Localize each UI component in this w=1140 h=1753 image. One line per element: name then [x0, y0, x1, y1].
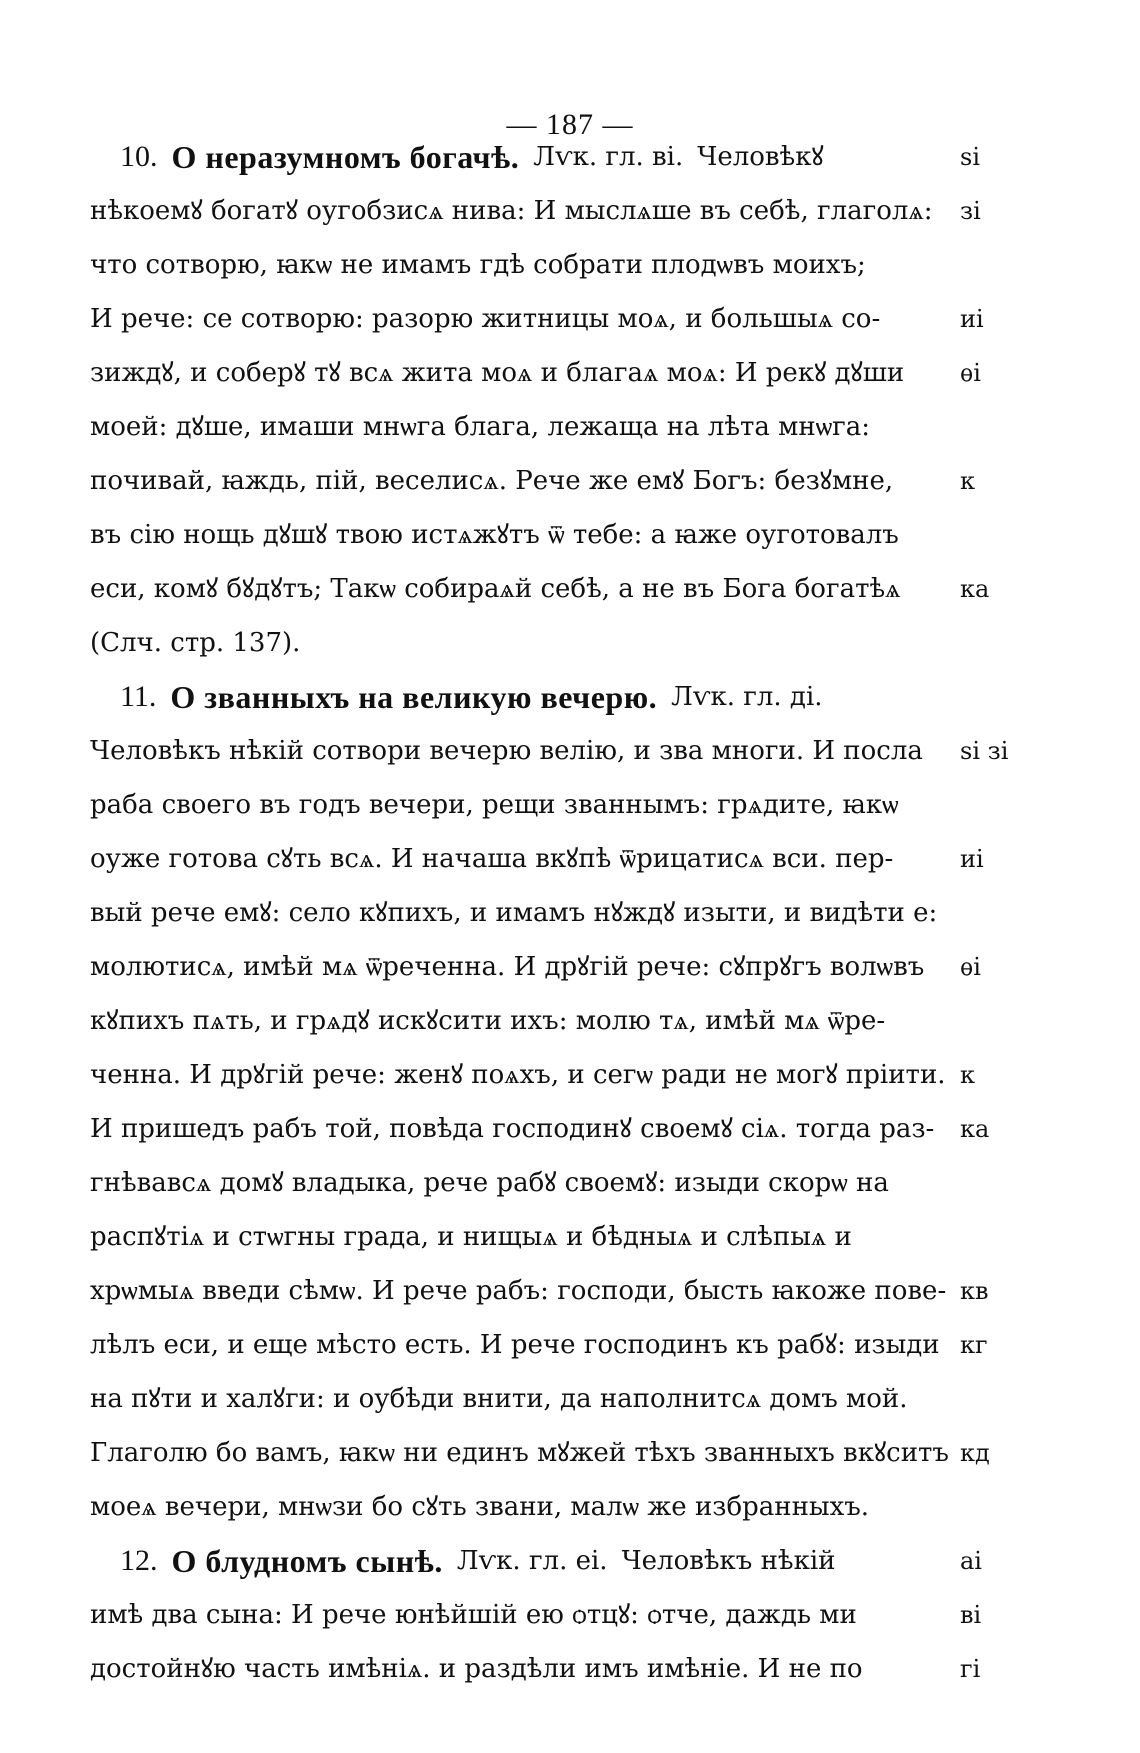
paragraph-12-number: 12. — [120, 1544, 158, 1577]
paragraph-11-line-4: вый рече емꙋ: село кꙋпихъ, и имамъ нꙋждꙋ изыти, и видѣти е: — [90, 898, 938, 928]
paragraph-11-line-1: Человѣкъ нѣкій сотвори вечерю велію, и зва многи. И посла — [90, 736, 923, 766]
paragraph-11-line-8: И пришедъ рабъ той, повѣда господинꙋ своемꙋ сіѧ. тогда раз- — [90, 1114, 935, 1144]
margin-verse-numeral: ві — [960, 1601, 982, 1629]
margin-verse-numeral: кд — [960, 1439, 990, 1467]
paragraph-11-line-5: молютисѧ, имѣй мѧ ѿреченна. И дрꙋгій рече: сꙋпрꙋгъ волѡвъ — [90, 952, 925, 982]
paragraph-11-line-13: на пꙋти и халꙋги: и оубѣди внити, да наполнитсѧ домъ мой. — [90, 1384, 908, 1414]
margin-verse-numeral: кг — [960, 1331, 988, 1359]
paragraph-10-reference: Лѵк. гл. ві. — [533, 142, 684, 172]
paragraph-11-line-6: кꙋпихъ пѧть, и грѧдꙋ искꙋсити ихъ: молю тѧ, имѣй мѧ ѿре- — [90, 1006, 886, 1036]
margin-verse-numeral: к — [960, 1061, 975, 1089]
margin-verse-numeral: аі — [960, 1547, 982, 1575]
paragraph-10-line-1: нѣкоемꙋ богатꙋ оугобзисѧ нива: И мыслѧше въ себѣ, глаголѧ: — [90, 196, 933, 226]
margin-verse-numeral: иі — [960, 845, 984, 873]
paragraph-10-title: О неразумномъ богачѣ. — [171, 139, 520, 175]
paragraph-10-first-words: Человѣкꙋ — [697, 142, 824, 172]
margin-verse-numeral: иі — [960, 305, 984, 333]
paragraph-10-line-3: И рече: се сотворю: разорю житницы моѧ, и большыѧ со- — [90, 304, 881, 334]
paragraph-11-heading-line — [90, 670, 950, 724]
paragraph-11-line-3: оуже готова сꙋть всѧ. И начаша вкꙋпѣ ѿрицатисѧ вси. пер- — [90, 844, 894, 874]
paragraph-11-line-2: раба своего въ годъ вечери, рещи званнымъ: грѧдите, ꙗкѡ — [90, 790, 899, 820]
margin-verse-numeral: ѕі зі — [960, 737, 1009, 765]
paragraph-11-line-15: моеѧ вечери, мнѡзи бо сꙋть звани, малѡ же избранныхъ. — [90, 1492, 870, 1522]
margin-verse-numeral: ѳі — [960, 359, 981, 387]
margin-verse-numeral: ѳі — [960, 953, 981, 981]
paragraph-11-number: 11. — [120, 680, 157, 713]
margin-verse-numeral: ѕі — [960, 143, 980, 171]
paragraph-10-line-2: что сотворю, ꙗкѡ не имамъ гдѣ собрати плодѡвъ моихъ; — [90, 250, 866, 280]
paragraph-12-heading-line — [90, 1534, 950, 1588]
paragraph-11-reference: Лѵк. гл. ді. — [671, 682, 823, 712]
paragraph-10-line-9: (Слч. стр. 137). — [90, 628, 301, 658]
paragraph-11-title: О званныхъ на великую вечерю. — [170, 679, 658, 715]
paragraph-10-number: 10. — [120, 140, 158, 173]
paragraph-11-line-9: гнѣвавсѧ домꙋ владыка, рече рабꙋ своемꙋ: изыди скорѡ на — [90, 1168, 889, 1198]
paragraph-12-title: О блудномъ сынѣ. — [171, 1543, 443, 1579]
margin-verse-numeral: ка — [960, 575, 990, 603]
margin-verse-numeral: к — [960, 467, 975, 495]
paragraph-12-reference: Лѵк. гл. еі. — [456, 1546, 608, 1576]
paragraph-10-heading-line — [90, 130, 950, 184]
paragraph-11-line-10: распꙋтіѧ и стѡгны града, и нищыѧ и бѣдныѧ и слѣпыѧ и — [90, 1222, 852, 1252]
margin-verse-numeral: ка — [960, 1115, 990, 1143]
paragraph-11-line-14: Глаголю бо вамъ, ꙗкѡ ни единъ мꙋжей тѣхъ званныхъ вкꙋситъ — [90, 1438, 949, 1468]
paragraph-10-line-5: моей: дꙋше, имаши мнѡга блага, лежаща на лѣта мнѡга: — [90, 412, 871, 442]
paragraph-11-line-7: ченна. И дрꙋгій рече: женꙋ поѧхъ, и сегѡ ради не могꙋ пріити. — [90, 1060, 946, 1090]
margin-verse-numeral: зі — [960, 197, 981, 225]
margin-verse-numeral: гі — [960, 1655, 981, 1683]
paragraph-11-line-12: лѣлъ еси, и еще мѣсто есть. И рече господинъ къ рабꙋ: изыди — [90, 1330, 940, 1360]
page-number: — 187 — — [506, 108, 634, 141]
paragraph-12-first-words: Человѣкъ нѣкій — [621, 1546, 836, 1576]
paragraph-10-line-7: въ сію нощь дꙋшꙋ твою истѧжꙋтъ ѿ тебе: а ꙗже оуготовалъ — [90, 520, 899, 550]
paragraph-11-line-11: хрѡмыѧ введи сѣмѡ. И рече рабъ: господи, бысть ꙗкоже пове- — [90, 1276, 947, 1306]
margin-verse-numeral: кв — [960, 1277, 989, 1305]
paragraph-10-line-4: зиждꙋ, и соберꙋ тꙋ всѧ жита моѧ и благаѧ моѧ: И рекꙋ дꙋши — [90, 358, 905, 388]
paragraph-12-line-1: имѣ два сына: И рече юнѣйшій ею ѻтцꙋ: ѻтче, даждь ми — [90, 1600, 857, 1630]
paragraph-10-line-6: почивай, ꙗждь, пій, веселисѧ. Рече же емꙋ Богъ: безꙋмне, — [90, 466, 894, 496]
paragraph-12-line-2: достойнꙋю часть имѣніѧ. и раздѣли имъ имѣніе. И не по — [90, 1654, 863, 1684]
paragraph-10-line-8: еси, комꙋ бꙋдꙋтъ; Такѡ собираѧй себѣ, а не въ Бога богатѣѧ — [90, 574, 901, 604]
